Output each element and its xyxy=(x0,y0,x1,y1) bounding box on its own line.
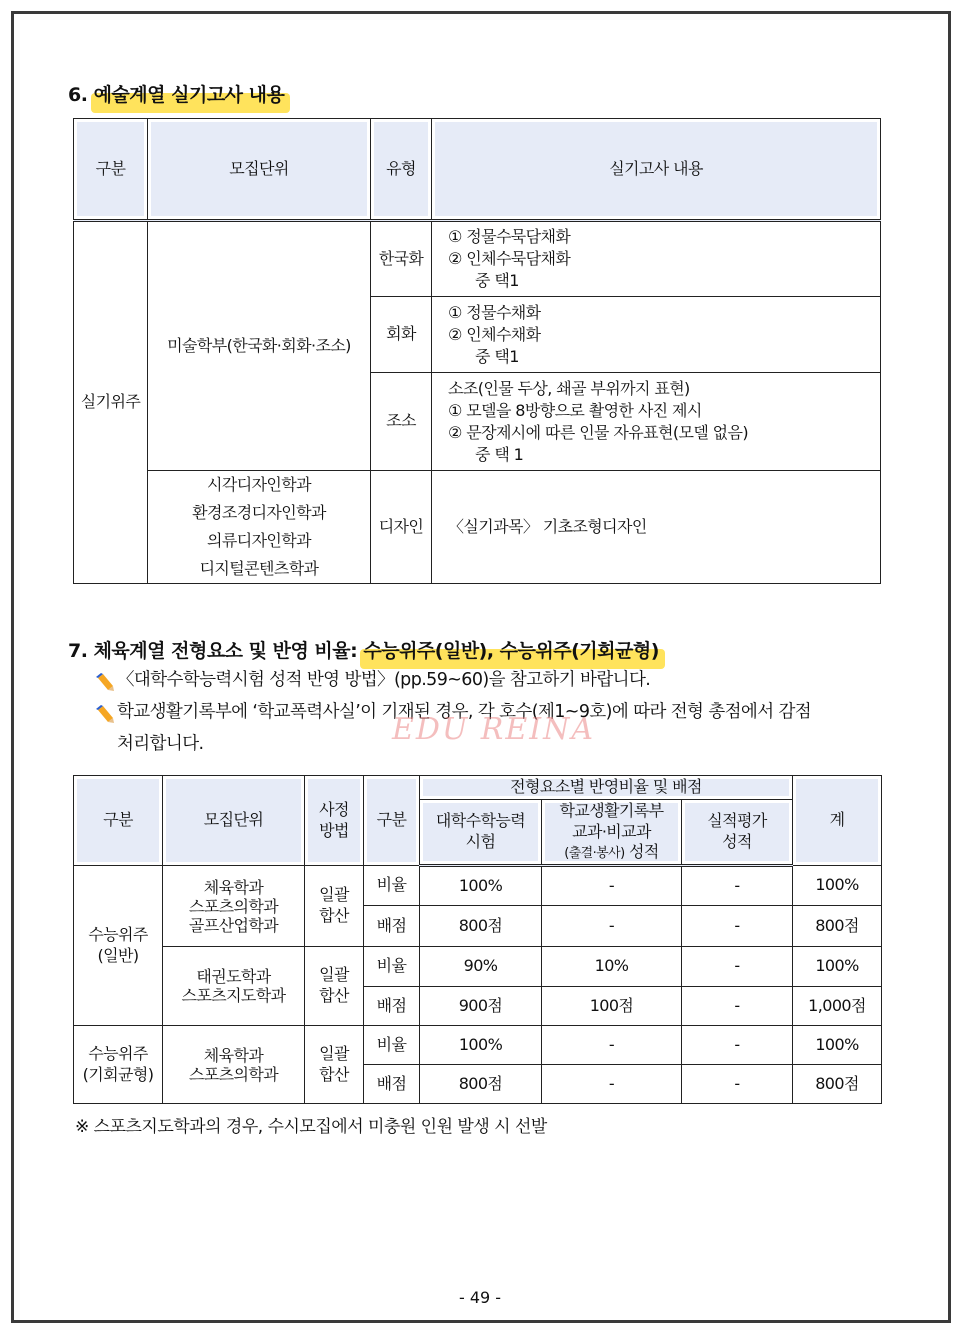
perf-cell: - xyxy=(682,987,793,1026)
unit-line: 스포츠지도학과 xyxy=(181,986,286,1005)
total-cell: 100% xyxy=(793,866,882,906)
table-header-row xyxy=(74,119,881,221)
total-cell: 1,000점 xyxy=(793,987,882,1026)
type-cell: 조소 xyxy=(371,373,432,471)
content-line: 소조(인물 두상, 쇄골 부위까지 표현) xyxy=(448,378,690,398)
header-perf-line: 실적평가 xyxy=(707,811,767,831)
unit-cell: 미술학부(한국화·회화·조소) xyxy=(148,221,371,471)
table-header-row xyxy=(74,776,882,800)
perf-cell: - xyxy=(682,866,793,906)
page-number: - 49 - xyxy=(458,1288,502,1307)
header-record-line: 교과·비교과 xyxy=(572,821,651,841)
method-cell xyxy=(305,1026,364,1104)
method-line: 일괄 xyxy=(319,1043,349,1063)
content-line: 중 택 1 xyxy=(475,444,524,464)
csat-cell: 100% xyxy=(420,1026,542,1065)
header-record-line: 학교생활기록부 xyxy=(559,800,664,820)
category-line: 수능위주 xyxy=(88,1043,148,1063)
total-cell: 100% xyxy=(793,1026,882,1065)
perf-cell: - xyxy=(682,1065,793,1104)
section-6-title: 예술계열 실기고사 내용 xyxy=(93,84,285,106)
art-practical-exam-table xyxy=(73,118,881,584)
type-cell: 회화 xyxy=(371,297,432,373)
unit-line: 시각디자인학과 xyxy=(207,475,311,494)
kind-cell: 비율 xyxy=(364,947,420,987)
method-line: 합산 xyxy=(319,906,349,925)
table-row xyxy=(74,947,882,987)
pe-admission-ratio-table xyxy=(73,775,882,1104)
unit-line: 체육학과 xyxy=(203,877,264,897)
unit-line: 스포츠의학과 xyxy=(188,896,279,916)
section-7-title: 체육계열 전형요소 및 반영 비율: xyxy=(93,640,364,662)
unit-line: 태권도학과 xyxy=(196,967,271,986)
method-line: 일괄 xyxy=(319,965,349,985)
unit-line: 골프산업학과 xyxy=(188,915,279,935)
header-unit: 모집단위 xyxy=(148,119,371,221)
content-line: ① 정물수묵담채화 xyxy=(448,227,571,246)
section-7-title-highlight: 수능위주(일반), 수능위주(기회균형) xyxy=(363,640,659,662)
header-type: 유형 xyxy=(371,119,432,221)
header-method-line: 사정 xyxy=(319,799,349,819)
total-cell: 800점 xyxy=(793,1065,882,1104)
content-cell xyxy=(432,471,881,584)
header-total: 계 xyxy=(793,776,882,866)
record-cell: - xyxy=(542,906,682,947)
table-row xyxy=(74,866,882,906)
table-row xyxy=(74,471,881,584)
header-category: 구분 xyxy=(74,119,148,221)
unit-line: 체육학과 xyxy=(203,1045,264,1065)
unit-cell xyxy=(163,1026,305,1104)
table-row xyxy=(74,221,881,297)
record-cell: 100점 xyxy=(542,987,682,1026)
content-cell xyxy=(432,221,881,297)
header-kind: 구분 xyxy=(364,776,420,866)
watermark: EDU REINA xyxy=(392,712,596,747)
content-cell xyxy=(432,373,881,471)
footnote: ※ 스포츠지도학과의 경우, 수시모집에서 미충원 인원 발생 시 선발 xyxy=(75,1117,547,1137)
bullet-text: 〈대학수학능력시험 성적 반영 방법〉(pp.59~60)을 참고하기 바랍니다. xyxy=(117,670,651,690)
record-cell: - xyxy=(542,1065,682,1104)
header-csat xyxy=(420,800,542,866)
type-cell: 디자인 xyxy=(371,471,432,584)
method-line: 합산 xyxy=(319,1064,349,1084)
header-csat-line: 대학수학능력 xyxy=(435,811,526,831)
header-record-small: (출결·봉사) xyxy=(564,846,625,862)
unit-cell xyxy=(163,947,305,1026)
header-content: 실기고사 내용 xyxy=(432,119,881,221)
content-line: ② 인체수채화 xyxy=(448,324,541,344)
header-method-line: 방법 xyxy=(319,820,349,840)
content-line: 〈실기과목〉 기초조형디자인 xyxy=(448,517,647,536)
method-cell xyxy=(305,866,364,947)
unit-cell xyxy=(148,471,371,584)
pencil-icon xyxy=(95,696,117,728)
method-line: 일괄 xyxy=(319,885,349,905)
csat-cell: 800점 xyxy=(420,1065,542,1104)
total-cell: 800점 xyxy=(793,906,882,947)
category-line: (일반) xyxy=(97,945,139,965)
header-record-tail: 성적 xyxy=(624,842,659,862)
content-cell xyxy=(432,297,881,373)
content-line: ① 정물수채화 xyxy=(448,302,541,322)
category-line: (기회균형) xyxy=(82,1064,154,1084)
type-cell: 한국화 xyxy=(371,221,432,297)
csat-cell: 900점 xyxy=(420,987,542,1026)
record-cell: - xyxy=(542,1026,682,1065)
kind-cell: 비율 xyxy=(364,1026,420,1065)
content-line: ② 인체수묵담채화 xyxy=(448,249,571,268)
section-7-heading xyxy=(68,636,659,663)
csat-cell: 100% xyxy=(420,866,542,906)
record-cell: 10% xyxy=(542,947,682,987)
section-7-number: 7. xyxy=(68,640,88,662)
perf-cell: - xyxy=(682,906,793,947)
unit-line: 스포츠의학과 xyxy=(188,1064,279,1084)
category-cell xyxy=(74,1026,163,1104)
unit-line: 환경조경디자인학과 xyxy=(192,503,326,522)
csat-cell: 90% xyxy=(420,947,542,987)
bullet-text-line2: 처리합니다. xyxy=(117,734,204,754)
content-line: 중 택1 xyxy=(475,271,519,290)
header-record xyxy=(542,800,682,866)
kind-cell: 배점 xyxy=(364,987,420,1026)
content-line: ② 문장제시에 따른 인물 자유표현(모델 없음) xyxy=(448,422,749,442)
section-6-heading xyxy=(68,80,284,107)
category-line: 수능위주 xyxy=(88,924,148,944)
content-line: 중 택1 xyxy=(475,346,519,366)
header-csat-line: 시험 xyxy=(465,832,496,851)
perf-cell: - xyxy=(682,947,793,987)
perf-cell: - xyxy=(682,1026,793,1065)
header-perf-line: 성적 xyxy=(722,832,752,851)
csat-cell: 800점 xyxy=(420,906,542,947)
section-6-number: 6. xyxy=(68,84,88,106)
unit-line: 디지털콘텐츠학과 xyxy=(199,559,319,578)
kind-cell: 비율 xyxy=(364,866,420,906)
header-category: 구분 xyxy=(74,776,163,866)
kind-cell: 배점 xyxy=(364,1065,420,1104)
header-method xyxy=(305,776,364,866)
pencil-icon xyxy=(95,664,117,696)
header-group: 전형요소별 반영비율 및 배점 xyxy=(420,776,793,800)
header-perf xyxy=(682,800,793,866)
category-cell xyxy=(74,866,163,1026)
total-cell: 100% xyxy=(793,947,882,987)
unit-line: 의류디자인학과 xyxy=(207,531,311,550)
kind-cell: 배점 xyxy=(364,906,420,947)
table-row xyxy=(74,1026,882,1065)
content-line: ① 모델을 8방향으로 촬영한 사진 제시 xyxy=(448,400,702,420)
method-cell xyxy=(305,947,364,1026)
header-unit: 모집단위 xyxy=(163,776,305,866)
record-cell: - xyxy=(542,866,682,906)
unit-cell xyxy=(163,866,305,947)
method-line: 합산 xyxy=(319,986,349,1005)
category-cell: 실기위주 xyxy=(74,221,148,584)
bullet-text-line1: 학교생활기록부에 ‘학교폭력사실’이 기재된 경우, 각 호수(제1~9호)에 따라 전형 총점에서 감점 xyxy=(117,702,812,722)
